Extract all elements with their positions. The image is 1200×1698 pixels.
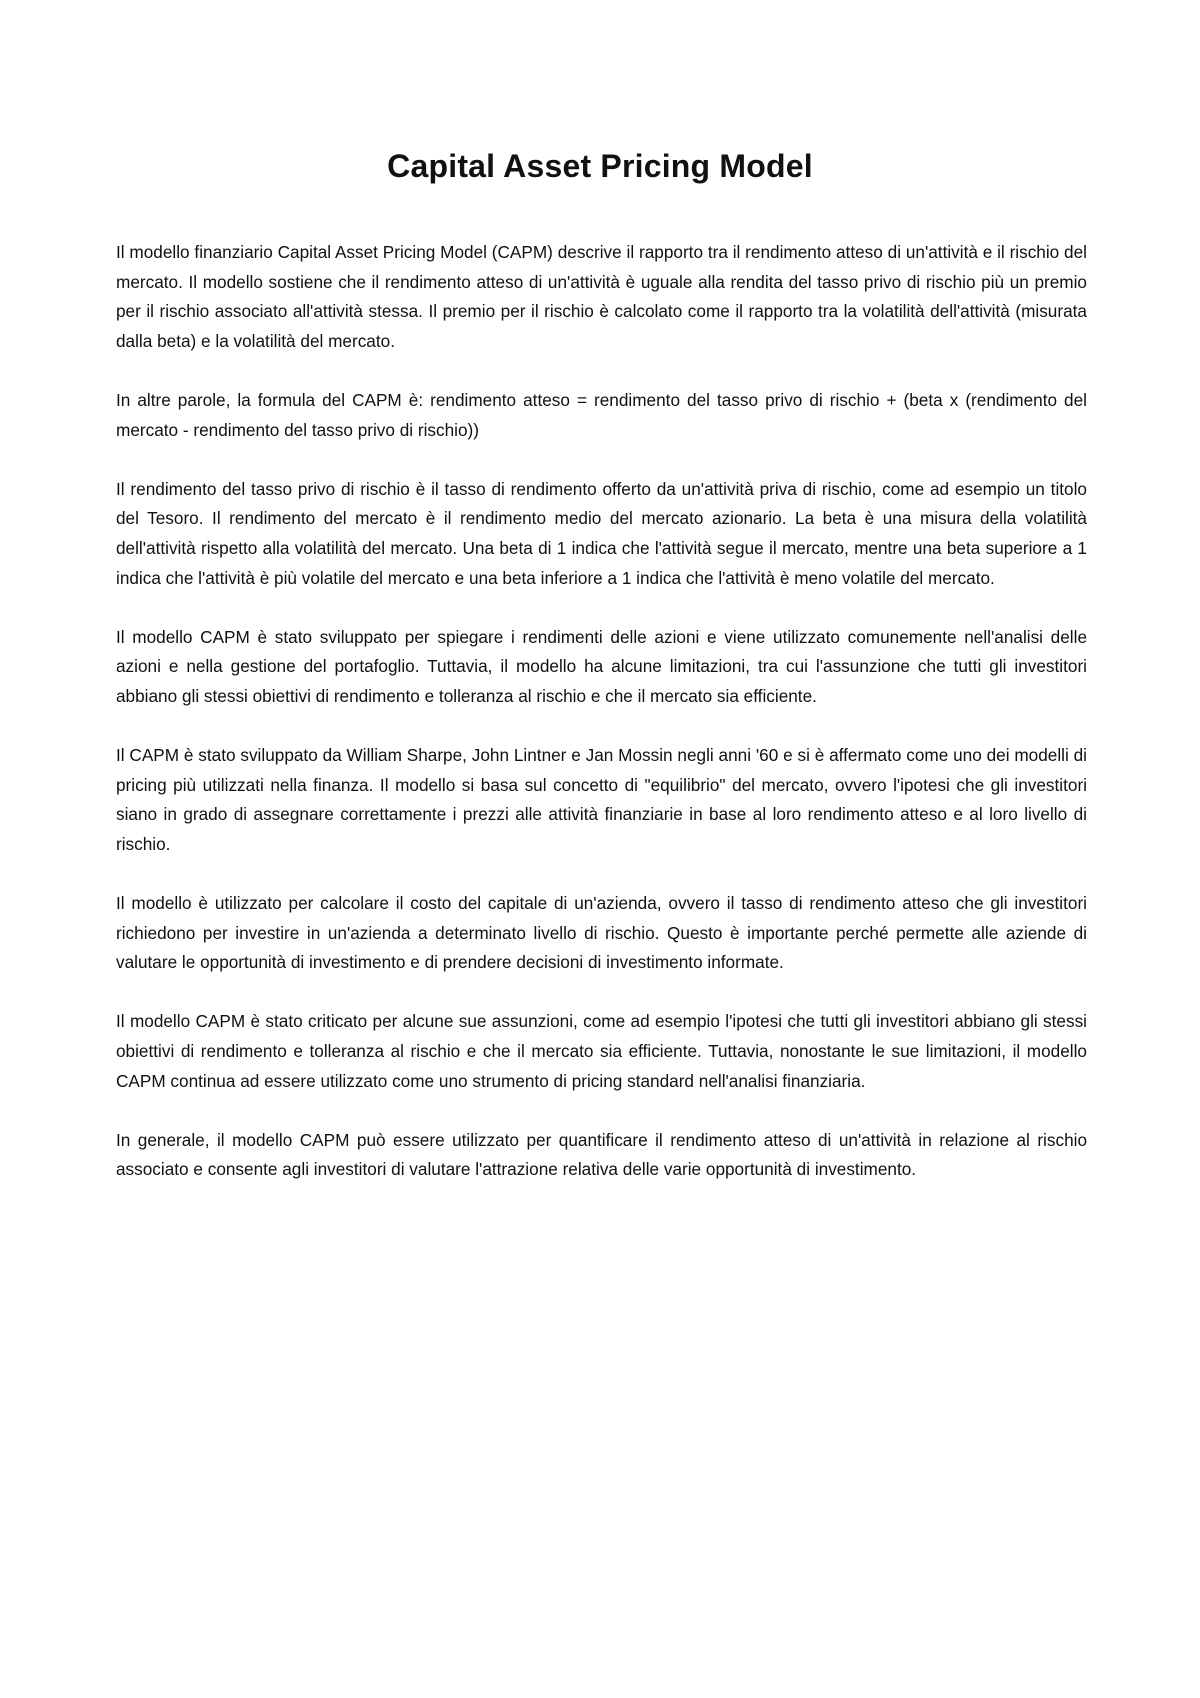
paragraph-capm-intro: Il modello finanziario Capital Asset Pricing Model (CAPM) descrive il rapporto tra il rendimento atteso di un'attività e il rischio del mercato. Il modello sostiene che il rendimento atteso di un'attività è uguale alla rendita del tasso privo di rischio più un premio per il rischio associato all'attività stessa. Il premio per il rischio è calcolato come il rapporto tra la volatilità dell'attività (misurata dalla beta) e la volatilità del mercato. bbox=[116, 242, 1087, 351]
paragraph-cost-of-capital: Il modello è utilizzato per calcolare il costo del capitale di un'azienda, ovvero il tasso di rendimento atteso che gli investitori richiedono per investire in un'azienda a determinato livello di rischio. Questo è importante perché permette alle aziende di valutare le opportunità di investimento e di prendere decisioni di investimento informate. bbox=[116, 893, 1087, 973]
document-body bbox=[116, 238, 1087, 1215]
paragraph-components: Il rendimento del tasso privo di rischio è il tasso di rendimento offerto da un'attività priva di rischio, come ad esempio un titolo del Tesoro. Il rendimento del mercato è il rendimento medio del mercato azionario. La beta è una misura della volatilità dell'attività rispetto alla volatilità del mercato. Una beta di 1 indica che l'attività segue il mercato, mentre una beta superiore a 1 indica che l'attività è più volatile del mercato e una beta inferiore a 1 indica che l'attività è meno volatile del mercato. bbox=[116, 478, 1087, 588]
paragraph-usage-limitations: Il modello CAPM è stato sviluppato per spiegare i rendimenti delle azioni e viene utilizzato comunemente nell'analisi delle azioni e nella gestione del portafoglio. Tuttavia, il modello ha alcune limitazioni, tra cui l'assunzione che tutti gli investitori abbiano gli stessi obiettivi di rendimento e tolleranza al rischio e che il mercato sia efficiente. bbox=[116, 626, 1087, 706]
paragraph-criticism: Il modello CAPM è stato criticato per alcune sue assunzioni, come ad esempio l'ipotesi che tutti gli investitori abbiano gli stessi obiettivi di rendimento e tolleranza al rischio e che il mercato sia efficiente. Tuttavia, nonostante le sue limitazioni, il modello CAPM continua ad essere utilizzato come uno strumento di pricing standard nell'analisi finanziaria. bbox=[116, 1011, 1087, 1091]
document-title: Capital Asset Pricing Model bbox=[387, 148, 813, 184]
paragraph-history: Il CAPM è stato sviluppato da William Sharpe, John Lintner e Jan Mossin negli anni '60 e si è affermato come uno dei modelli di pricing più utilizzati nella finanza. Il modello si basa sul concetto di "equilibrio" del mercato, ovvero l'ipotesi che gli investitori siano in grado di assegnare correttamente i prezzi alle attività finanziarie in base al loro rendimento atteso e al loro livello di rischio. bbox=[116, 745, 1087, 854]
paragraph-conclusion: In generale, il modello CAPM può essere utilizzato per quantificare il rendimento atteso di un'attività in relazione al rischio associato e consente agli investitori di valutare l'attrazione relativa delle varie opportunità di investimento. bbox=[116, 1129, 1087, 1180]
paragraph-capm-formula: In altre parole, la formula del CAPM è: rendimento atteso = rendimento del tasso privo di rischio + (beta x (rendimento del mercato - rendimento del tasso privo di rischio)) bbox=[116, 389, 1087, 440]
